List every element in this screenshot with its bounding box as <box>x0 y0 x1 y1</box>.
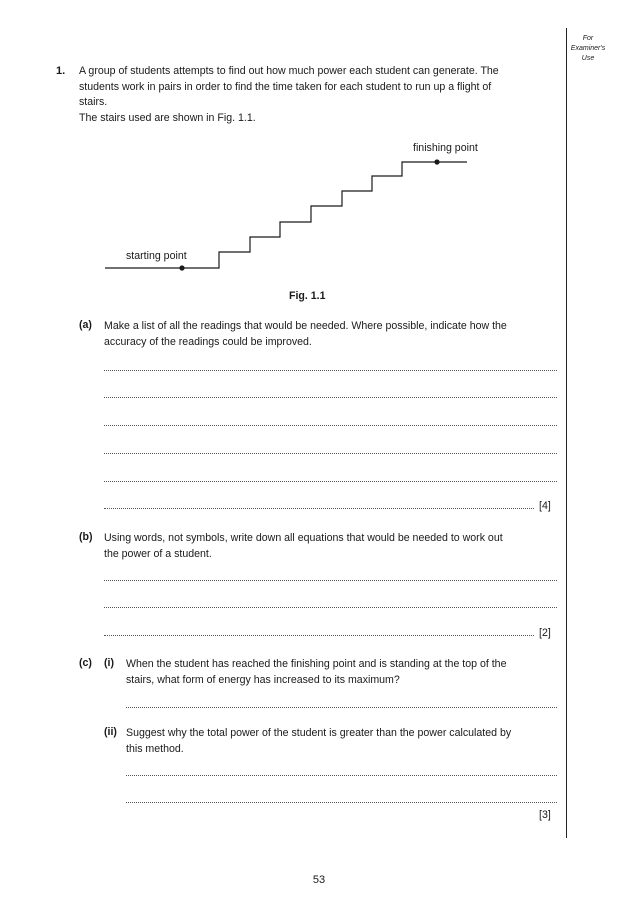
part-a-text <box>104 319 557 350</box>
answer-line-b2[interactable] <box>104 607 557 608</box>
part-c-label: (c) <box>79 657 92 669</box>
part-b-marks: [2] <box>539 627 551 639</box>
answer-line-b3[interactable] <box>104 635 534 636</box>
part-b-line-1: Using words, not symbols, write down all equations that would be needed to work out <box>104 532 503 544</box>
answer-line-c-ii-2[interactable] <box>126 802 557 803</box>
finishing-point-label: finishing point <box>413 142 478 154</box>
part-a-line-2: accuracy of the readings could be improved. <box>104 335 312 348</box>
answer-line-a1[interactable] <box>104 370 557 371</box>
answer-line-c-i[interactable] <box>126 707 557 708</box>
finishing-point-dot <box>434 159 439 164</box>
answer-line-a2[interactable] <box>104 397 557 398</box>
answer-line-a4[interactable] <box>104 453 557 454</box>
part-c-ii-line-2: this method. <box>126 742 184 755</box>
part-b-text <box>104 531 557 562</box>
answer-line-b1[interactable] <box>104 580 557 581</box>
intro-line-2: students work in pairs in order to find the time taken for each student to run up a flight of <box>79 80 492 93</box>
part-a-marks: [4] <box>539 500 551 512</box>
question-number: 1. <box>56 65 66 77</box>
examiner-line-1: For <box>582 35 594 42</box>
figure-caption: Fig. 1.1 <box>289 290 326 302</box>
intro-line-1: A group of students attempts to find out how much power each student can generate. The <box>79 65 499 77</box>
answer-line-a6[interactable] <box>104 508 534 509</box>
answer-line-a3[interactable] <box>104 425 557 426</box>
part-c-ii-line-1: Suggest why the total power of the student is greater than the power calculated by <box>126 727 512 739</box>
examiner-line-2: Examiner's <box>570 45 606 52</box>
part-c-i-line-1: When the student has reached the finishing point and is standing at the top of the <box>126 658 507 670</box>
starting-point-label: starting point <box>126 250 187 262</box>
part-a-label: (a) <box>79 319 92 331</box>
part-c-marks: [3] <box>539 809 551 821</box>
intro-line-3: stairs. <box>79 96 108 108</box>
page-number: 53 <box>312 874 326 886</box>
starting-point-dot <box>179 265 184 270</box>
part-c-i-line-2: stairs, what form of energy has increased to its maximum? <box>126 673 400 686</box>
part-c-i-text <box>126 657 557 688</box>
part-a-line-1: Make a list of all the readings that would be needed. Where possible, indicate how the <box>104 320 507 332</box>
part-c-ii-label: (ii) <box>104 726 117 738</box>
part-b-line-2: the power of a student. <box>104 547 212 560</box>
answer-line-c-ii-1[interactable] <box>126 775 557 776</box>
part-b-label: (b) <box>79 531 93 543</box>
intro-line-4: The stairs used are shown in Fig. 1.1. <box>79 111 256 124</box>
part-c-ii-text <box>126 726 557 757</box>
stairs-figure <box>0 0 638 310</box>
answer-line-a5[interactable] <box>104 481 557 482</box>
part-c-i-label: (i) <box>104 657 114 669</box>
examiner-line-3: Use <box>581 55 595 62</box>
